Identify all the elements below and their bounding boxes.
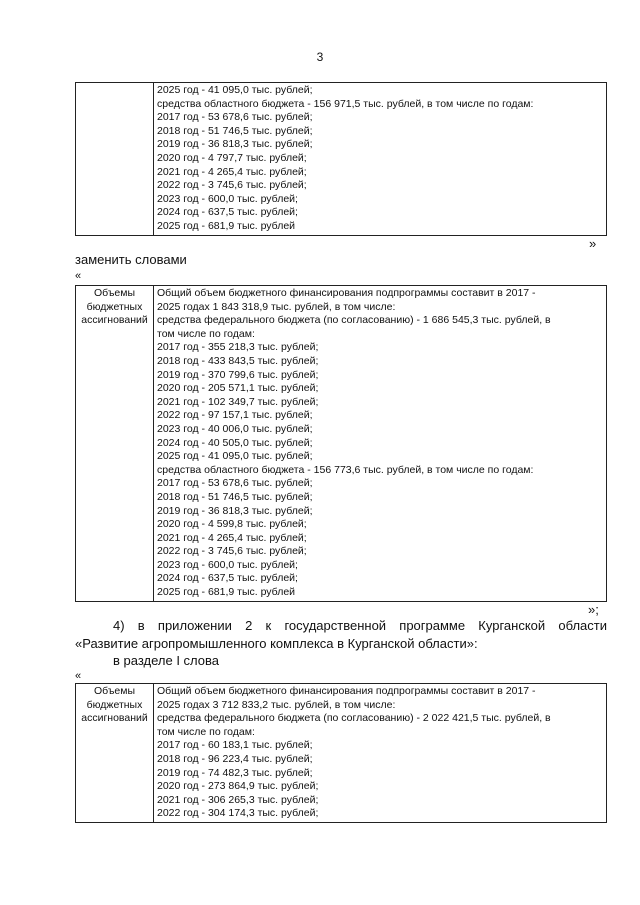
table-line: Общий объем бюджетного финансирования подпрограммы составит в 2017 -: [157, 287, 536, 299]
replace-heading: заменить словами: [75, 252, 187, 267]
table-line: средства областного бюджета - 156 971,5 тыс. рублей, в том числе по годам:: [157, 97, 534, 110]
table-line: 2025 год - 41 095,0 тыс. рублей;: [157, 450, 313, 463]
budget-table-section-1: [75, 683, 607, 823]
table-line: 2022 год - 3 745,6 тыс. рублей;: [157, 179, 307, 192]
item-4-line-1: 4) в приложении 2 к государственной программе Курганской области: [113, 618, 607, 633]
label-line: Объемы: [93, 685, 135, 697]
table-line: 2019 год - 74 482,3 тыс. рублей;: [157, 766, 313, 779]
table-line: 2023 год - 600,0 тыс. рублей;: [157, 558, 298, 571]
label-line: Объемы: [93, 287, 135, 299]
page-number: 3: [316, 50, 324, 64]
table-line: 2022 год - 304 174,3 тыс. рублей;: [157, 807, 319, 820]
table-content-cell: [154, 684, 607, 823]
table-content-cell: [154, 83, 607, 236]
table-line: 2020 год - 273 864,9 тыс. рублей;: [157, 780, 319, 793]
table-line: средства областного бюджета - 156 773,6 тыс. рублей, в том числе по годам:: [157, 463, 534, 476]
budget-table-continuation: [75, 82, 607, 236]
item-4-line-2: «Развитие агропромышленного комплекса в Курганской области»:: [75, 636, 478, 651]
item-4-line-3: в разделе I слова: [113, 653, 219, 668]
table-line: 2021 год - 306 265,3 тыс. рублей;: [157, 793, 319, 806]
label-line: бюджетных: [86, 698, 143, 711]
table-label-cell: [76, 286, 154, 602]
table-label-cell: [76, 83, 154, 236]
table-line: 2025 год - 681,9 тыс. рублей: [157, 219, 296, 232]
table-line: средства федерального бюджета (по согласованию) - 1 686 545,3 тыс. рублей, в: [157, 314, 551, 327]
table-line: 2023 год - 40 006,0 тыс. рублей;: [157, 422, 313, 435]
table-line: средства федерального бюджета (по согласованию) - 2 022 421,5 тыс. рублей, в: [157, 712, 551, 725]
table-line: 2018 год - 51 746,5 тыс. рублей;: [157, 124, 313, 137]
table-line: 2020 год - 4 599,8 тыс. рублей;: [157, 518, 307, 531]
close-quote-semicolon: »;: [588, 602, 599, 617]
table-line: 2021 год - 102 349,7 тыс. рублей;: [157, 395, 319, 408]
table-line: том числе по годам:: [157, 725, 255, 738]
table-line: 2025 год - 41 095,0 тыс. рублей;: [157, 84, 313, 96]
close-quote: »: [589, 236, 597, 251]
table-line: 2025 годах 3 712 833,2 тыс. рублей, в том числе:: [157, 698, 396, 711]
table-line: Общий объем бюджетного финансирования подпрограммы составит в 2017 -: [157, 685, 536, 697]
table-line: 2021 год - 4 265,4 тыс. рублей;: [157, 531, 307, 544]
budget-table-replacement: [75, 285, 607, 602]
table-line: 2022 год - 97 157,1 тыс. рублей;: [157, 409, 313, 422]
table-content-cell: [154, 286, 607, 602]
table-line: том числе по годам:: [157, 327, 255, 340]
table-line: 2025 год - 681,9 тыс. рублей: [157, 586, 296, 599]
table-line: 2019 год - 370 799,6 тыс. рублей;: [157, 368, 319, 381]
table-label-cell: [76, 684, 154, 823]
table-line: 2017 год - 53 678,6 тыс. рублей;: [157, 477, 313, 490]
table-line: 2024 год - 637,5 тыс. рублей;: [157, 572, 298, 585]
table-line: 2020 год - 4 797,7 тыс. рублей;: [157, 151, 307, 164]
table-line: 2017 год - 53 678,6 тыс. рублей;: [157, 111, 313, 124]
open-quote: «: [75, 270, 82, 282]
table-line: 2020 год - 205 571,1 тыс. рублей;: [157, 382, 319, 395]
label-line: ассигнований: [81, 314, 148, 327]
table-line: 2018 год - 433 843,5 тыс. рублей;: [157, 354, 319, 367]
table-line: 2019 год - 36 818,3 тыс. рублей;: [157, 504, 313, 517]
table-line: 2017 год - 60 183,1 тыс. рублей;: [157, 739, 313, 752]
table-line: 2018 год - 51 746,5 тыс. рублей;: [157, 490, 313, 503]
table-line: 2021 год - 4 265,4 тыс. рублей;: [157, 165, 307, 178]
label-line: ассигнований: [81, 712, 148, 725]
table-line: 2017 год - 355 218,3 тыс. рублей;: [157, 341, 319, 354]
table-line: 2022 год - 3 745,6 тыс. рублей;: [157, 545, 307, 558]
table-line: 2023 год - 600,0 тыс. рублей;: [157, 192, 298, 205]
table-line: 2024 год - 637,5 тыс. рублей;: [157, 206, 298, 219]
table-line: 2019 год - 36 818,3 тыс. рублей;: [157, 138, 313, 151]
table-line: 2024 год - 40 505,0 тыс. рублей;: [157, 436, 313, 449]
open-quote: «: [75, 670, 82, 682]
label-line: бюджетных: [86, 300, 143, 313]
table-line: 2025 годах 1 843 318,9 тыс. рублей, в том числе:: [157, 300, 396, 313]
table-line: 2018 год - 96 223,4 тыс. рублей;: [157, 752, 313, 765]
